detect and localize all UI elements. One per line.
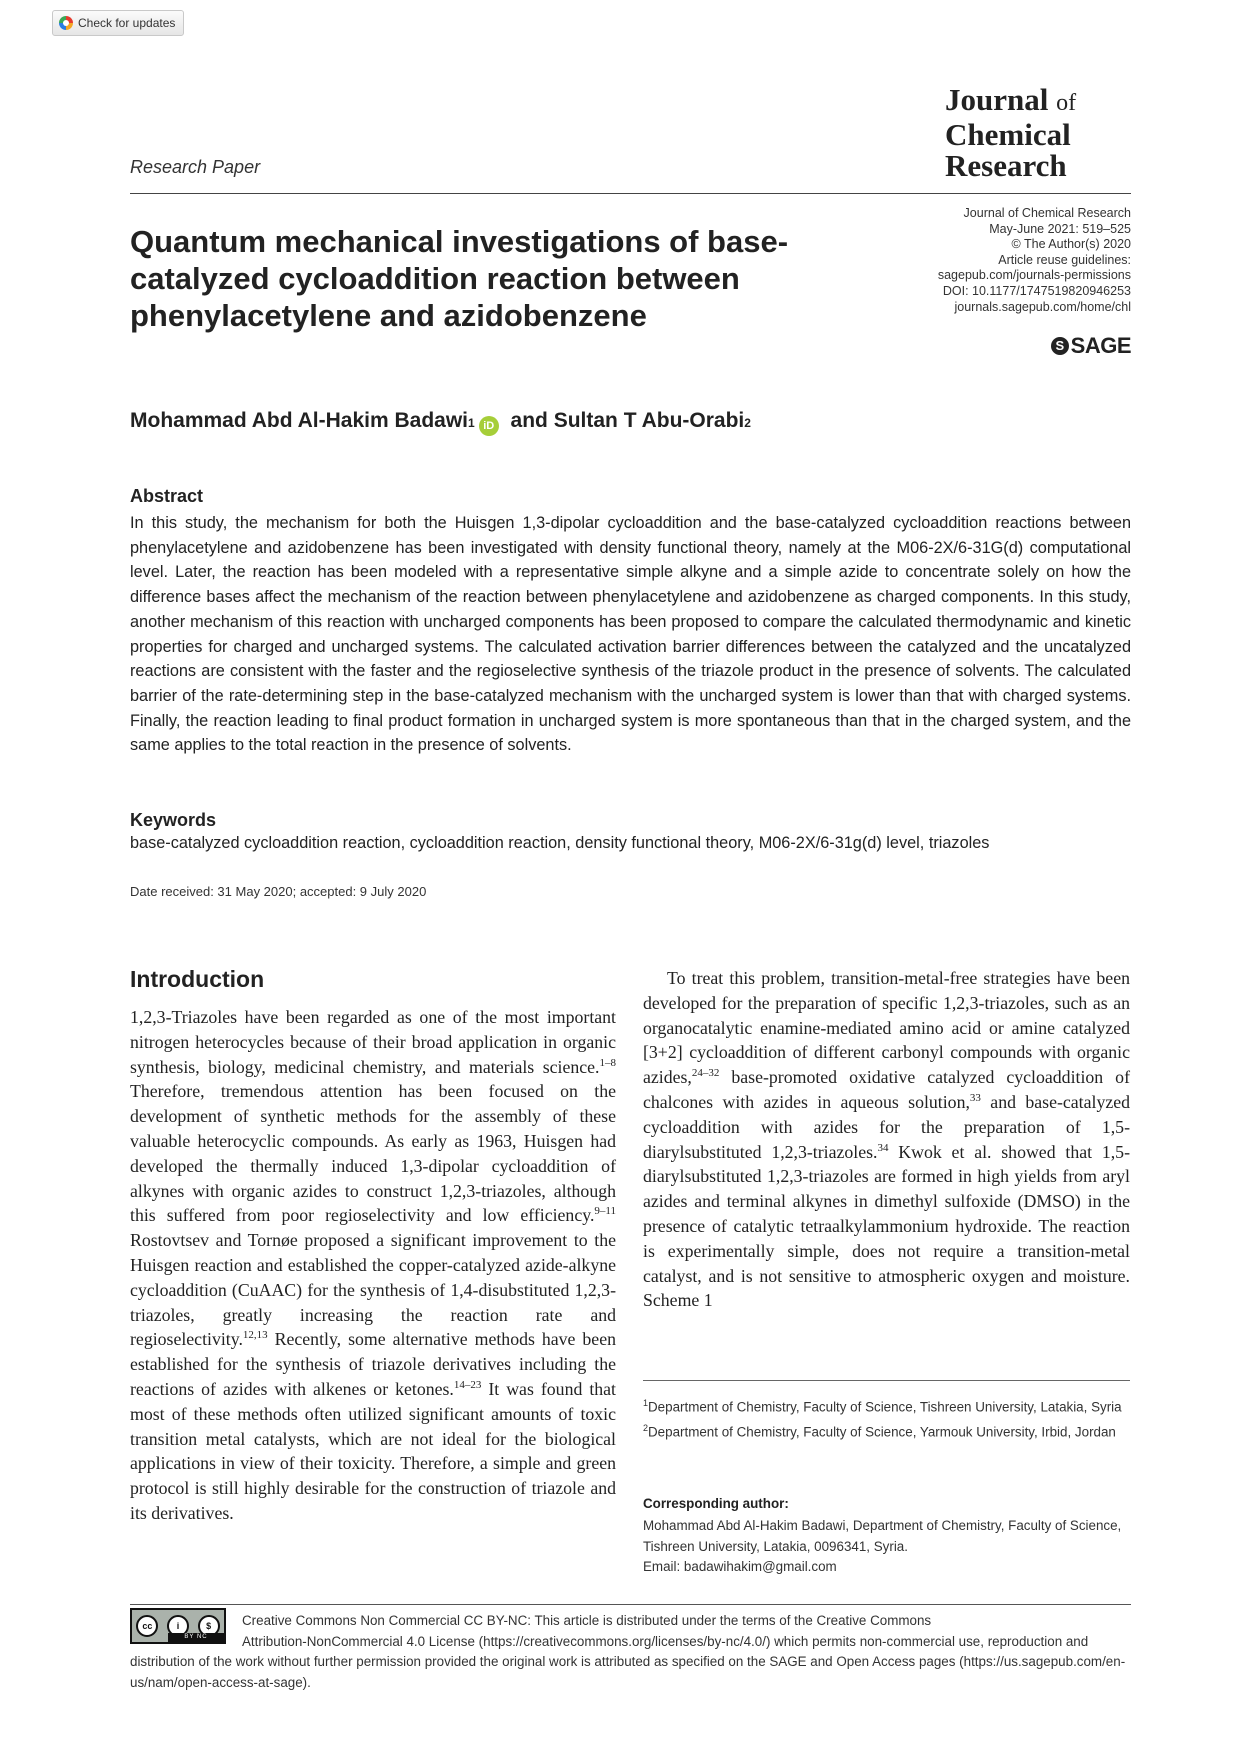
citation-ref[interactable]: 9–11 bbox=[594, 1205, 616, 1218]
corresponding-author-heading: Corresponding author: bbox=[643, 1496, 789, 1511]
author-1-affiliation: 1 bbox=[468, 416, 475, 430]
journal-logo-of: of bbox=[1056, 90, 1077, 116]
meta-permissions-link[interactable]: sagepub.com/journals-permissions bbox=[937, 268, 1131, 283]
citation-ref[interactable]: 12,13 bbox=[242, 1329, 268, 1342]
citation-ref[interactable]: 24–32 bbox=[691, 1067, 720, 1080]
nc-icon: $ bbox=[198, 1615, 220, 1637]
intro-text-part: It was found that most of these methods often utilized significant amounts of toxic transition metal catalysts, which are not ideal for the biological applications in view of their toxicity. Therefore, a simple and green protocol is still highly desirable for the construction of triazole and its derivatives. bbox=[130, 1378, 616, 1523]
affiliation-1-mark: 1 bbox=[643, 1398, 649, 1408]
affiliation-2-text: Department of Chemistry, Faculty of Science, Yarmouk University, Irbid, Jordan bbox=[648, 1424, 1116, 1440]
body-column-right bbox=[643, 966, 1130, 1313]
intro-text-part: Recently, some alternative methods have been established for the synthesis of triazole derivatives including the reactions of azides with alkenes or ketones. bbox=[130, 1329, 616, 1399]
citation-ref[interactable]: 14–23 bbox=[453, 1379, 482, 1392]
affiliation-1-text: Department of Chemistry, Faculty of Science, Tishreen University, Latakia, Syria bbox=[648, 1399, 1122, 1415]
abstract-heading: Abstract bbox=[130, 486, 204, 506]
sage-s-icon: S bbox=[1051, 337, 1069, 355]
meta-journal-link[interactable]: journals.sagepub.com/home/chl bbox=[954, 299, 1131, 314]
intro-text-part: 1,2,3-Triazoles have been regarded as one of the most important nitrogen heterocycles because of their broad application in organic synthesis, biology, medicinal chemistry, and materials science. bbox=[130, 1007, 616, 1077]
check-for-updates-button[interactable] bbox=[52, 10, 184, 36]
intro-text-part: To treat this problem, transition-metal-free strategies have been developed for the preparation of specific 1,2,3-triazoles, such as an organocatalytic enamine-mediated amino acid or amine catalyzed [3+2] cycloaddition of different carbonyl compounds with organic azides, bbox=[643, 968, 1130, 1088]
author-1[interactable]: Mohammad Abd Al-Hakim Badawi bbox=[130, 409, 468, 432]
meta-issue: May-June 2021: 519–525 bbox=[989, 221, 1131, 236]
citation-ref[interactable]: 1–8 bbox=[599, 1056, 616, 1069]
introduction-heading: Introduction bbox=[130, 966, 265, 992]
keywords-text: base-catalyzed cycloaddition reaction, cycloaddition reaction, density functional theory, M06-2X/6-31g(d) level, triazoles bbox=[130, 834, 990, 852]
keywords-heading: Keywords bbox=[130, 810, 217, 830]
meta-journal-name: Journal of Chemical Research bbox=[963, 206, 1131, 220]
license-text bbox=[130, 1611, 1131, 1693]
intro-text-part: Therefore, tremendous attention has been focused on the development of synthetic methods for the assembly of these valuable heterocyclic compounds. As early as 1963, Huisgen had developed the thermally induced 1,3-dipolar cycloaddition of alkynes with organic azides to construct 1,2,3-triazoles, although this suffered from poor regioselectivity and low efficiency. bbox=[130, 1081, 616, 1226]
cc-icon: cc bbox=[136, 1615, 158, 1637]
publisher-logo bbox=[1051, 333, 1131, 359]
author-2-affiliation: 2 bbox=[744, 416, 751, 430]
crossmark-icon bbox=[59, 16, 73, 30]
corresponding-author-email[interactable]: Email: badawihakim@gmail.com bbox=[643, 1559, 837, 1574]
intro-text-part: base-promoted oxidative catalyzed cycloaddition of chalcones with azides in aqueous solution, bbox=[643, 1067, 1130, 1112]
footnote-divider bbox=[643, 1380, 1130, 1381]
publisher-name: SAGE bbox=[1070, 333, 1131, 358]
intro-text-part: Kwok et al. showed that 1,5-diarylsubstituted 1,2,3-triazoles are formed in high yields from aryl azides and terminal alkynes in dimethyl sulfoxide (DMSO) in the presence of catalytic tetraalkylammonium hydroxide. The reaction is experimentally simple, does not require a transition-metal catalyst, and is not sensitive to atmospheric oxygen and moisture. Scheme 1 bbox=[643, 1141, 1130, 1311]
author-2[interactable]: and Sultan T Abu-Orabi bbox=[504, 409, 745, 432]
cc-badge-label: BY NC bbox=[168, 1633, 224, 1642]
intro-text-part: Rostovtsev and Tornøe proposed a significant improvement to the Huisgen reaction and established the copper-catalyzed azide-alkyne cycloaddition (CuAAC) for the synthesis of 1,4-disubstituted 1,2,3-triazoles, greatly increasing the reaction rate and regioselectivity. bbox=[130, 1230, 616, 1350]
license-divider bbox=[130, 1604, 1131, 1605]
journal-logo-line2: Chemical bbox=[945, 117, 1071, 152]
intro-text-part: and base-catalyzed cycloaddition with azides for the preparation of 1,5-diarylsubstituted 1,2,3-triazoles. bbox=[643, 1091, 1131, 1162]
corresponding-author bbox=[643, 1516, 1130, 1578]
citation-ref[interactable]: 34 bbox=[877, 1141, 889, 1154]
meta-copyright: © The Author(s) 2020 bbox=[1011, 237, 1131, 252]
article-type: Research Paper bbox=[130, 157, 261, 177]
author-list bbox=[130, 409, 751, 434]
affiliation-1 bbox=[643, 1393, 1130, 1418]
check-for-updates-label: Check for updates bbox=[78, 16, 176, 30]
date-received: Date received: 31 May 2020; accepted: 9 July 2020 bbox=[130, 884, 427, 899]
journal-logo-line1: Journal bbox=[945, 82, 1049, 117]
affiliation-2-mark: 2 bbox=[643, 1422, 649, 1433]
citation-ref[interactable]: 33 bbox=[969, 1092, 981, 1105]
journal-logo bbox=[945, 84, 1145, 181]
header-divider bbox=[130, 193, 1131, 194]
intro-paragraph bbox=[643, 966, 1130, 1313]
by-icon: i bbox=[167, 1615, 189, 1637]
meta-doi-link[interactable]: DOI: 10.1177/1747519820946253 bbox=[942, 283, 1131, 298]
affiliation-2 bbox=[643, 1418, 1130, 1443]
affiliations bbox=[643, 1393, 1130, 1443]
journal-logo-line3: Research bbox=[945, 148, 1067, 183]
journal-meta bbox=[801, 206, 1131, 315]
license-rest: Attribution-NonCommercial 4.0 License (https://creativecommons.org/licenses/by-nc/4.0/) which permits non-commercial use, reproduction and distribution of the work without further permission provided the original work is attributed as specified on the SAGE and Open Access pages (https://us.sagepub.com/en-us/nam/open-access-at-sage). bbox=[130, 1633, 1126, 1690]
paper-title: Quantum mechanical investigations of base-catalyzed cycloaddition reaction between phenylacetylene and azidobenzene bbox=[130, 224, 789, 333]
corresponding-author-details: Mohammad Abd Al-Hakim Badawi, Department of Chemistry, Faculty of Science, Tishreen University, Latakia, 0096341, Syria. bbox=[643, 1518, 1122, 1554]
license-line1: Creative Commons Non Commercial CC BY-NC: This article is distributed under the terms of the Creative Commons bbox=[242, 1613, 932, 1628]
meta-reuse-label: Article reuse guidelines: bbox=[998, 252, 1131, 267]
abstract-text: In this study, the mechanism for both the Huisgen 1,3-dipolar cycloaddition and the base-catalyzed cycloaddition reactions between phenylacetylene and azidobenzene has been investigated with density functional theory, namely at the M06-2X/6-31G(d) computational level. Later, the reaction has been modeled with a representative simple alkyne and a simple azide to concentrate solely on how the difference bases affect the mechanism of the reaction between phenylacetylene and azidobenzene as charged components. In this study, another mechanism of this reaction with uncharged components has been proposed to compare the calculated thermodynamic and kinetic properties for charged and uncharged systems. The calculated activation barrier differences between the catalyzed and the uncatalyzed reactions are consistent with the faster and the regioselective synthesis of the triazole product in the presence of solvents. The calculated barrier of the rate-determining step in the base-catalyzed mechanism with the uncharged system is lower than that with charged systems. Finally, the reaction leading to final product formation in uncharged system is more spontaneous than that in the charged system, and the same applies to the total reaction in the presence of solvents. bbox=[130, 514, 1131, 755]
orcid-icon[interactable]: iD bbox=[479, 416, 499, 436]
body-column-left bbox=[130, 1005, 616, 1526]
